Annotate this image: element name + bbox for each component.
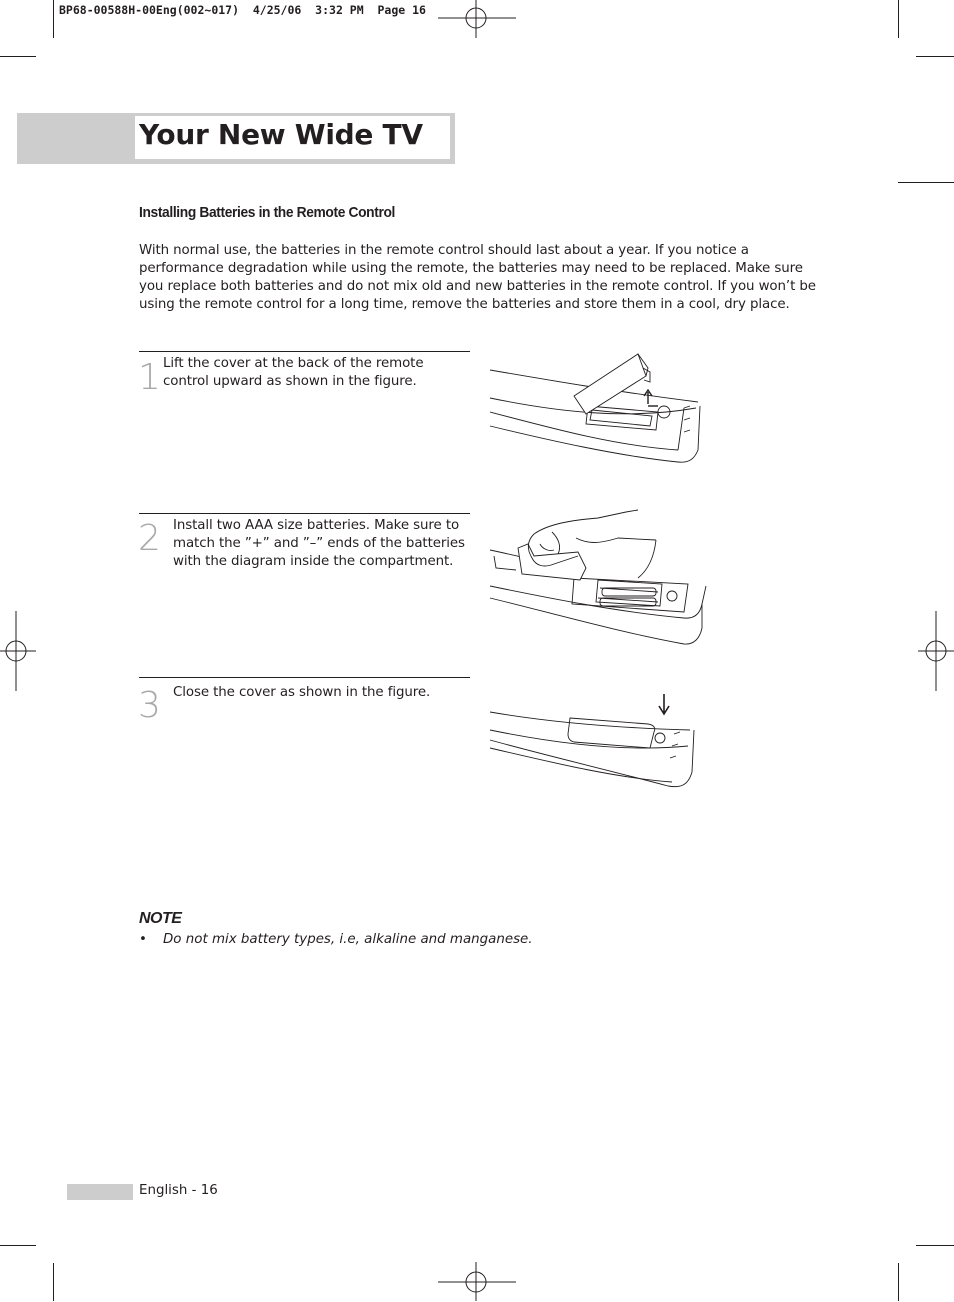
step-2-text: Install two AAA size batteries. Make sure to match the ”+” and ”–” ends of the batteries with the diagram inside the compartment. [173,518,465,569]
registration-mark-left [0,611,40,691]
remote-cover-closed-illustration [488,690,703,795]
intro-paragraph: With normal use, the batteries in the remote control should last about a year. If you notice a performance degradation while using the remote, the batteries may need to be replaced. Make sure you replace both batteries and do not mix old and new batteries in the remote control. If you won’t be using the remote control for a long time, remove the batteries and store them in a cool, dry place. [139,243,816,312]
step-1-number: 1 [138,357,161,398]
step-2-number: 2 [138,518,161,559]
remote-cover-lifted-illustration [488,350,708,470]
footer-bar [67,1184,133,1200]
remote-install-batteries-illustration [488,508,713,648]
page-footer: English - 16 [139,1183,218,1198]
step-3-number: 3 [138,685,161,726]
note-item-text: Do not mix battery types, i.e, alkaline and manganese. [163,932,533,947]
step-3-text: Close the cover as shown in the figure. [173,685,431,700]
step-1-text: Lift the cover at the back of the remote control upward as shown in the figure. [163,356,424,389]
registration-mark-top [438,0,518,40]
registration-mark-right [914,611,954,691]
step-1-rule [139,351,470,352]
print-slug: BP68-00588H-00Eng(002~017) 4/25/06 3:32 PM Page 16 [59,3,426,17]
step-2-rule [139,513,470,514]
note-list-item [139,932,533,947]
page-title: Your New Wide TV [139,118,423,151]
section-title: Installing Batteries in the Remote Control [139,204,395,221]
note-heading: NOTE [139,910,182,927]
step-3-rule [139,677,470,678]
note-bullet: • [139,932,147,947]
registration-mark-bottom [438,1262,518,1302]
